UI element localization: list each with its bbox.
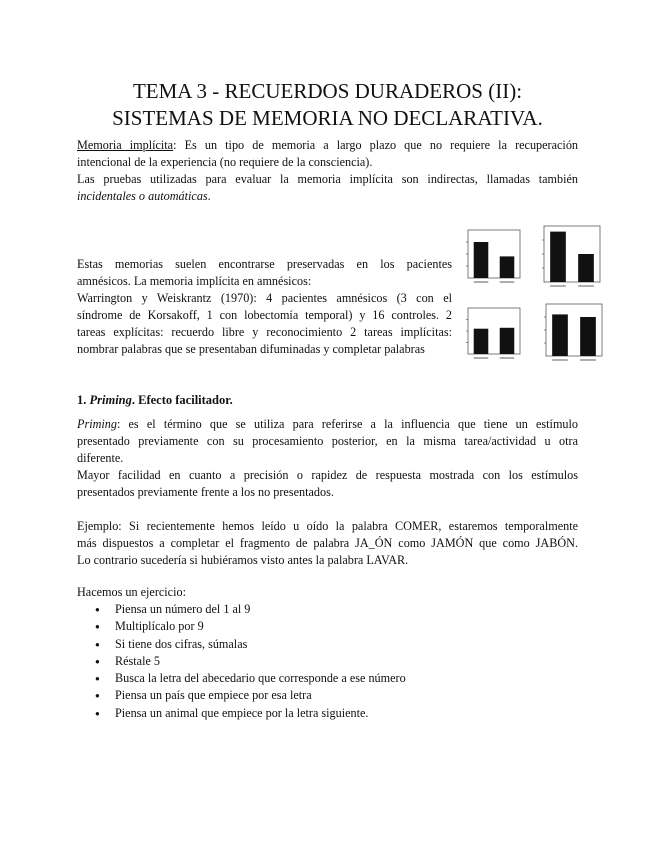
- priming-line-2: presentado previamente con su procesamiento posterior, en la misma tarea/actividad u otra: [77, 434, 578, 448]
- bar: [500, 328, 515, 354]
- amnesia-line: tareas explícitas: recuerdo libre y reconocimiento 2 tareas implícitas:: [77, 325, 452, 339]
- list-item: ● Si tiene dos cifras, súmalas: [95, 636, 406, 653]
- intro-def-rest: : Es un tipo de memoria a largo plazo que no requiere la recuperación: [173, 138, 579, 152]
- example-paragraph: [77, 518, 578, 569]
- bar-chart-grid: [456, 220, 606, 370]
- bar: [474, 329, 489, 354]
- list-item: ● Piensa un número del 1 al 9: [95, 601, 406, 618]
- bar: [550, 232, 566, 282]
- section-number: 1.: [77, 393, 87, 407]
- amnesia-paragraph: [77, 256, 452, 358]
- priming-term: Priming: [77, 417, 117, 431]
- amnesia-line: Warrington y Weiskrantz (1970): 4 pacientes amnésicos (3 con el: [77, 291, 452, 305]
- intro-line-4: [77, 188, 578, 205]
- intro-paragraph: [77, 137, 578, 205]
- bar: [474, 242, 489, 278]
- intro-line-4-end: .: [207, 189, 211, 203]
- section-heading-priming: [77, 392, 233, 409]
- bar: [580, 317, 596, 356]
- amnesia-line: nombrar palabras que se presentaban difuminadas y completar palabras: [77, 342, 425, 356]
- incidentales-italic: incidentales o automáticas: [77, 189, 208, 203]
- amnesia-line: Estas memorias suelen encontrarse preservadas en los pacientes: [77, 257, 452, 271]
- priming-line-3: diferente.: [77, 451, 124, 465]
- list-item: ● Busca la letra del abecedario que corresponde a ese número: [95, 670, 406, 687]
- example-line-3: Lo contrario sucedería si hubiéramos visto antes la palabra LAVAR.: [77, 553, 409, 567]
- bar: [578, 254, 594, 282]
- list-item: ● Piensa un animal que empiece por la letra siguiente.: [95, 705, 406, 722]
- section-italic-priming: Priming: [89, 393, 132, 407]
- example-line-2: más dispuestos a completar el fragmento de palabra JA_ÓN como JAMÓN que como JABÓN.: [77, 536, 578, 550]
- list-item: ● Piensa un país que empiece por esa letra: [95, 687, 406, 704]
- title-line-2: SISTEMAS DE MEMORIA NO DECLARATIVA.: [112, 106, 543, 130]
- exercise-intro: Hacemos un ejercicio:: [77, 585, 186, 599]
- bar: [500, 256, 515, 278]
- priming-line-5: presentados previamente frente a los no presentados.: [77, 485, 334, 499]
- section-rest: . Efecto facilitador.: [131, 393, 233, 407]
- priming-line-1: [77, 416, 578, 433]
- intro-line-2: intencional de la experiencia (no requiere de la consciencia).: [77, 155, 373, 169]
- priming-line-1-rest: : es el término que se utiliza para referirse a la influencia que tiene un estímulo: [116, 417, 578, 431]
- intro-line-1: [77, 137, 578, 154]
- list-item: ● Réstale 5: [95, 653, 406, 670]
- amnesia-figure: [456, 220, 606, 370]
- amnesia-line: amnésicos. La memoria implícita en amnésicos:: [77, 274, 312, 288]
- intro-line-3: Las pruebas utilizadas para evaluar la memoria implícita son indirectas, llamadas también: [77, 172, 578, 186]
- list-item: ● Multiplícalo por 9: [95, 618, 406, 635]
- example-line-1: Ejemplo: Si recientemente hemos leído u oído la palabra COMER, estaremos temporalmente: [77, 519, 578, 533]
- priming-line-4: Mayor facilidad en cuanto a precisión o rapidez de respuesta mostrada con los estímulos: [77, 468, 578, 482]
- bar: [552, 314, 568, 356]
- exercise-list: [95, 601, 406, 722]
- amnesia-line: síndrome de Korsakoff, 1 con lobectomía temporal) y 16 controles. 2: [77, 308, 452, 322]
- title-line-1: TEMA 3 - RECUERDOS DURADEROS (II):: [132, 79, 523, 103]
- priming-paragraph: [77, 416, 578, 501]
- term-memoria-implicita: Memoria implícita: [77, 138, 174, 152]
